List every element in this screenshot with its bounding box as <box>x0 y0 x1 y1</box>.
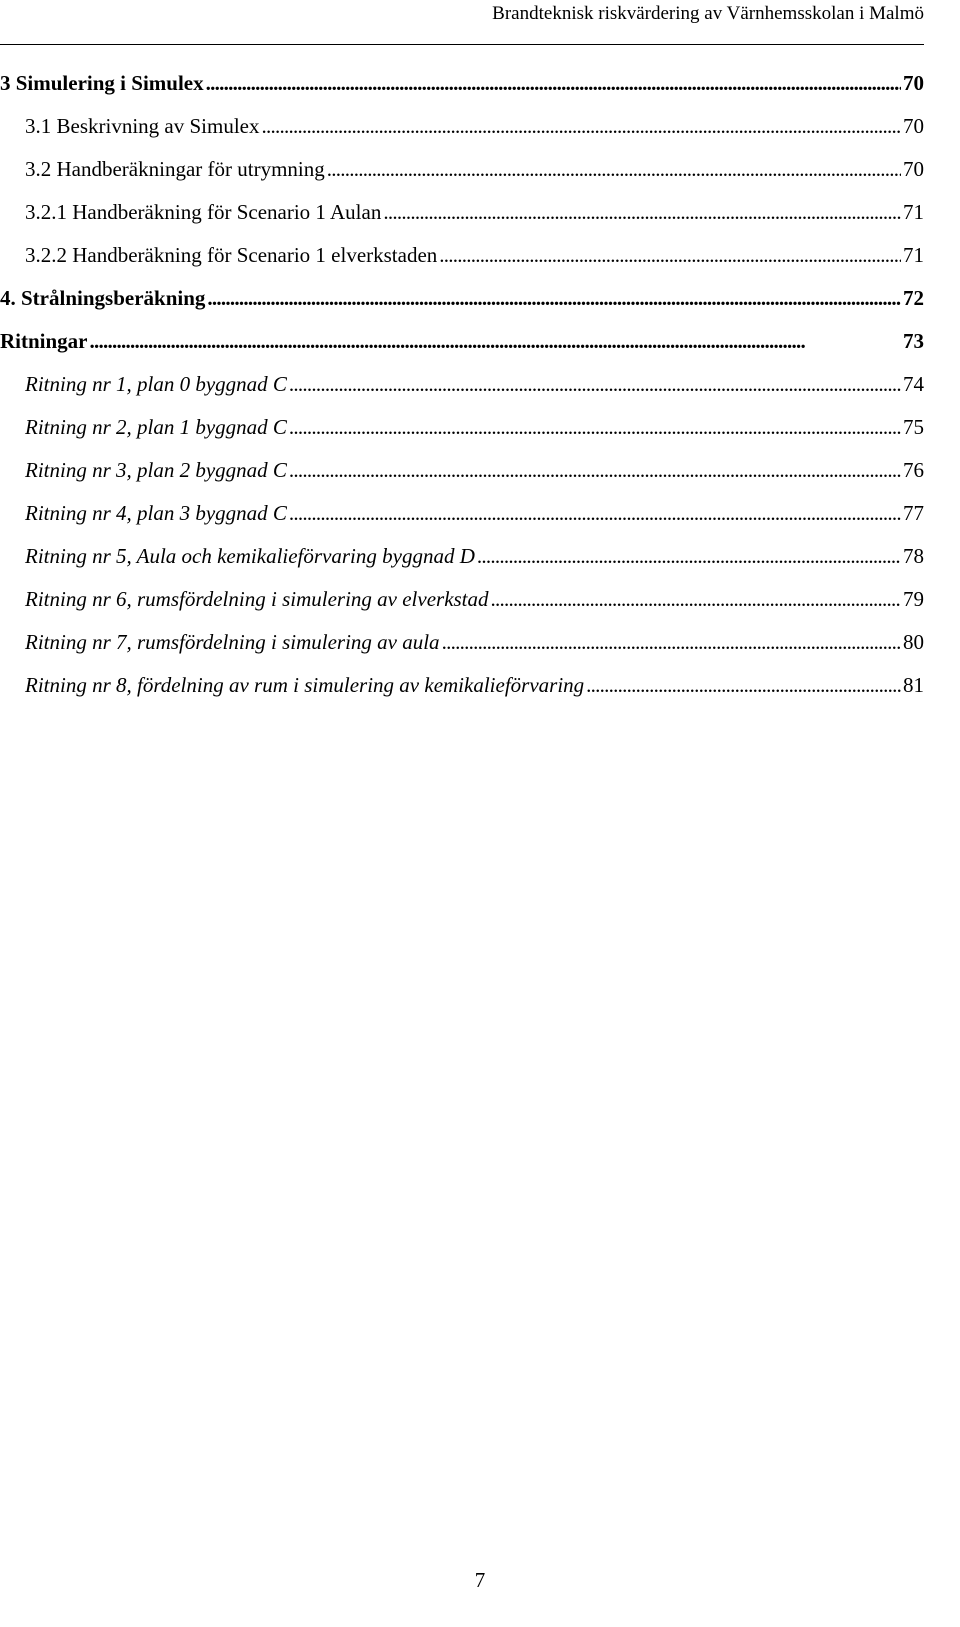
toc-page-number: 70 <box>903 71 924 95</box>
toc-entry[interactable] <box>0 196 924 239</box>
toc-page-number: 77 <box>903 501 924 525</box>
toc-entry-label: Ritning nr 2, plan 1 byggnad C <box>25 415 287 439</box>
toc-entry[interactable] <box>0 669 924 712</box>
toc-entry-label: 3.2.2 Handberäkning för Scenario 1 elverkstaden <box>25 243 438 267</box>
toc-page-number: 81 <box>903 673 924 697</box>
toc-dot-leader <box>289 368 901 400</box>
toc-entry-label: Ritning nr 5, Aula och kemikalieförvaring byggnad D <box>25 544 475 568</box>
toc-entry[interactable] <box>0 497 924 540</box>
toc-entry-label: 4. Strålningsberäkning <box>0 286 206 310</box>
toc-dot-leader <box>586 669 901 701</box>
toc-entry[interactable] <box>0 110 924 153</box>
toc-page-number: 75 <box>903 415 924 439</box>
toc-dot-leader <box>327 153 901 185</box>
toc-dot-leader <box>491 583 901 615</box>
toc-entry-label: Ritningar <box>0 329 88 353</box>
toc-entry[interactable] <box>0 454 924 497</box>
toc-page-number: 78 <box>903 544 924 568</box>
toc-entry-label: 3.2 Handberäkningar för utrymning <box>25 157 325 181</box>
toc-page-number: 76 <box>903 458 924 482</box>
toc-entry-label: Ritning nr 8, fördelning av rum i simulering av kemikalieförvaring <box>25 673 585 697</box>
toc-dot-leader <box>477 540 901 572</box>
toc-entry-label: Ritning nr 4, plan 3 byggnad C <box>25 501 287 525</box>
toc-entry-label: 3.1 Beskrivning av Simulex <box>25 114 260 138</box>
toc-entry-label: Ritning nr 6, rumsfördelning i simulering av elverkstad <box>25 587 489 611</box>
toc-page-number: 72 <box>903 286 924 310</box>
toc-page-number: 80 <box>903 630 924 654</box>
toc-entry[interactable] <box>0 540 924 583</box>
toc-entry-label: 3 Simulering i Simulex <box>0 71 204 95</box>
toc-dot-leader <box>262 110 902 142</box>
toc-page-number: 74 <box>903 372 924 396</box>
toc-entry[interactable] <box>0 282 924 325</box>
toc-page-number: 70 <box>903 114 924 138</box>
toc-entry[interactable] <box>0 67 924 110</box>
toc-entry[interactable] <box>0 239 924 282</box>
toc-dot-leader <box>289 454 901 486</box>
toc-entry-label: Ritning nr 1, plan 0 byggnad C <box>25 372 287 396</box>
toc-dot-leader <box>90 325 901 357</box>
toc-entry-label: Ritning nr 3, plan 2 byggnad C <box>25 458 287 482</box>
toc-dot-leader <box>289 411 901 443</box>
toc-entry-label: Ritning nr 7, rumsfördelning i simulering av aula <box>25 630 440 654</box>
toc-entry[interactable] <box>0 153 924 196</box>
toc-page-number: 71 <box>903 243 924 267</box>
toc-entry[interactable] <box>0 325 924 368</box>
toc-entry[interactable] <box>0 626 924 669</box>
running-header-title: Brandteknisk riskvärdering av Värnhemsskolan i Malmö <box>492 3 924 24</box>
page-header <box>0 0 960 46</box>
toc-page-number: 73 <box>903 329 924 353</box>
toc-entry[interactable] <box>0 583 924 626</box>
toc-dot-leader <box>442 626 901 658</box>
toc-entry[interactable] <box>0 368 924 411</box>
table-of-contents <box>0 67 924 712</box>
toc-dot-leader <box>383 196 901 228</box>
header-divider <box>0 44 924 45</box>
toc-entry-label: 3.2.1 Handberäkning för Scenario 1 Aulan <box>25 200 382 224</box>
toc-dot-leader <box>289 497 901 529</box>
page-number: 7 <box>474 1568 486 1592</box>
toc-page-number: 79 <box>903 587 924 611</box>
toc-dot-leader <box>207 282 901 314</box>
toc-dot-leader <box>439 239 901 271</box>
toc-page-number: 70 <box>903 157 924 181</box>
toc-dot-leader <box>206 67 901 99</box>
toc-entry[interactable] <box>0 411 924 454</box>
toc-page-number: 71 <box>903 200 924 224</box>
